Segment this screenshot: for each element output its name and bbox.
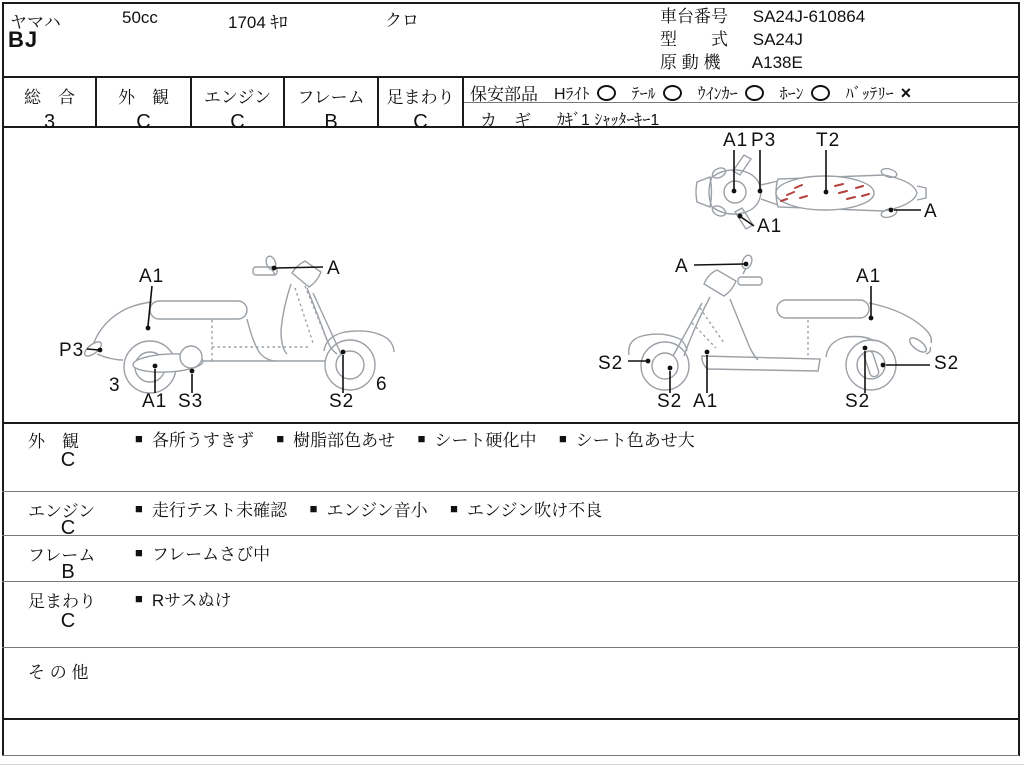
displacement: 50cc [122, 8, 158, 27]
comment-item [135, 426, 254, 451]
section-grade-engine: C [60, 517, 76, 539]
rule-row3 [2, 581, 1019, 582]
safety-item-label: ｳｲﾝｶｰ [697, 86, 738, 103]
rating-label: 総 合 [24, 88, 75, 107]
rating-grade: C [230, 111, 245, 133]
safety-item-tail [632, 81, 682, 104]
section-label-other: そ の 他 [28, 663, 89, 682]
safety-item-label: ﾎｰﾝ [779, 86, 804, 103]
damage-label-muffler: S3 [178, 391, 204, 412]
engine-line [660, 51, 865, 74]
chassis-number-value: SA24J-610864 [752, 7, 866, 26]
status-ng-cross-icon: × [900, 82, 912, 103]
status-ok-circle-icon [745, 85, 764, 101]
status-ok-circle-icon [811, 85, 830, 101]
safety-item-horn [780, 81, 830, 104]
rule-row4 [2, 647, 1019, 648]
damage-label-cowl: P3 [751, 130, 777, 151]
rule-row2 [2, 535, 1019, 536]
comment-text: 樹脂部色あせ [293, 431, 396, 450]
scooter-top-view-diagram [688, 130, 948, 245]
comment-text: Rサスぬけ [151, 591, 232, 610]
section-grade-undercarriage: C [60, 610, 76, 632]
rule-sheet-bottom [2, 755, 1019, 756]
engine-label: 原 動 機 [660, 53, 721, 72]
rating-grade: C [136, 111, 151, 133]
damage-label-mirror: A [675, 256, 689, 277]
scan-edge [0, 764, 1024, 765]
comment-text: 走行テスト未確認 [151, 501, 288, 520]
safety-item-battery [846, 81, 912, 104]
rating-cell-frame [285, 79, 377, 134]
comment-text: シート色あせ大 [575, 431, 695, 450]
rating-label: フレーム [297, 88, 365, 107]
bullet-square-icon: ■ [135, 501, 143, 516]
damage-label-front-wheel: S2 [657, 391, 683, 412]
safety-parts-label: 保安部品 [470, 85, 538, 104]
comment-item [310, 496, 428, 521]
bullet-square-icon: ■ [450, 501, 458, 516]
section-label-undercarriage: 足まわり [28, 592, 96, 611]
chassis-number-label: 車台番号 [660, 7, 728, 26]
safety-item-winker [698, 81, 764, 104]
rating-label: 外 観 [118, 88, 169, 107]
rating-grade: 3 [43, 111, 56, 133]
damage-label-side: A1 [757, 216, 783, 237]
status-ok-circle-icon [597, 85, 616, 101]
bullet-square-icon: ■ [135, 545, 143, 560]
damage-label-front-wheel: S2 [329, 391, 355, 412]
rule-comments-top [2, 422, 1020, 424]
scooter-left-view-diagram [55, 248, 405, 413]
damage-label-rear-wheel: A1 [142, 391, 168, 412]
ratings-divider-5 [462, 76, 464, 128]
comment-text: 各所うすきず [151, 431, 254, 450]
damage-label-tail: P3 [59, 340, 85, 361]
key-value: ｶｷﾞ1 ｼｬｯﾀｰｷｰ1 [557, 112, 660, 129]
right-view-pointers [628, 262, 930, 393]
scooter-right-view-diagram [580, 248, 970, 413]
rating-cell-engine [192, 79, 283, 134]
section-grade-exterior: C [60, 449, 76, 471]
safety-item-headlight [554, 81, 616, 104]
comment-items-undercarriage [135, 586, 249, 611]
rule-row1 [2, 491, 1019, 492]
rating-cell-exterior [97, 79, 190, 134]
comment-item [135, 586, 231, 611]
key-label: カ ギ [480, 111, 531, 130]
bullet-square-icon: ■ [135, 431, 143, 446]
damage-label-rear-side: S2 [934, 353, 960, 374]
comment-item [276, 426, 395, 451]
comment-items-engine [135, 496, 620, 521]
damage-label-fork: S2 [598, 353, 624, 374]
bullet-square-icon: ■ [309, 501, 318, 516]
safety-item-label: ﾊﾞｯﾃﾘｰ [845, 86, 894, 103]
comment-item [418, 426, 537, 451]
type-label: 型 式 [660, 30, 728, 49]
section-label-engine: エンジン [28, 502, 96, 521]
comment-item [559, 426, 695, 451]
section-grade-frame: B [61, 561, 75, 583]
comment-items-frame [135, 540, 288, 565]
damage-label-body: A1 [856, 266, 882, 287]
rating-cell-overall [4, 79, 95, 134]
vehicle-id-block [660, 5, 865, 74]
safety-parts-row [470, 80, 911, 105]
bullet-square-icon: ■ [135, 591, 143, 606]
type-value: SA24J [752, 30, 803, 49]
damage-label-body: A1 [139, 266, 165, 287]
chassis-number-line [660, 5, 865, 28]
body-color: クロ [385, 11, 419, 30]
border-top [2, 2, 1020, 4]
tire-depth-rear: 3 [109, 375, 121, 396]
safety-item-label: Hﾗｲﾄ [554, 86, 590, 103]
damage-label-rear-wheel: S2 [845, 391, 871, 412]
rule-header-bottom [2, 76, 1020, 78]
bullet-square-icon: ■ [417, 431, 426, 446]
comment-item [135, 496, 287, 521]
damage-label-seat: T2 [816, 130, 841, 151]
comment-text: エンジン吹け不良 [466, 501, 603, 520]
rating-label: 足まわり [386, 88, 455, 107]
model-name: BJ [8, 27, 39, 52]
status-ok-circle-icon [663, 85, 682, 101]
comment-item [135, 540, 270, 565]
scooter-top-view-sketch [696, 155, 926, 229]
mileage: 1704 ｷﾛ [228, 13, 288, 32]
scooter-left-view-sketch [82, 255, 394, 393]
rating-grade: B [324, 111, 338, 133]
bullet-square-icon: ■ [276, 431, 285, 446]
damage-label-floor: A1 [693, 391, 719, 412]
damage-label-front: A1 [723, 130, 749, 151]
rule-other-bottom [2, 718, 1020, 720]
safety-item-label: ﾃｰﾙ [631, 86, 656, 103]
rating-label: エンジン [203, 88, 272, 107]
comment-text: エンジン音小 [326, 501, 428, 520]
rating-grade: C [413, 111, 428, 133]
section-label-frame: フレーム [28, 546, 96, 565]
comment-text: シート硬化中 [434, 431, 537, 450]
bullet-square-icon: ■ [558, 431, 567, 446]
comment-text: フレームさび中 [151, 545, 271, 564]
maker-name: ヤマハ [10, 13, 61, 32]
damage-label-rear: A [924, 201, 938, 222]
key-row [480, 106, 659, 131]
engine-value: A138E [751, 53, 803, 72]
comment-item [450, 496, 602, 521]
border-right [1018, 2, 1020, 756]
tire-depth-front: 6 [376, 374, 388, 395]
damage-label-mirror: A [327, 258, 341, 279]
type-line [660, 28, 865, 51]
section-label-exterior: 外 観 [28, 432, 79, 451]
comment-items-exterior [135, 426, 713, 451]
rating-cell-undercarriage [379, 79, 462, 134]
